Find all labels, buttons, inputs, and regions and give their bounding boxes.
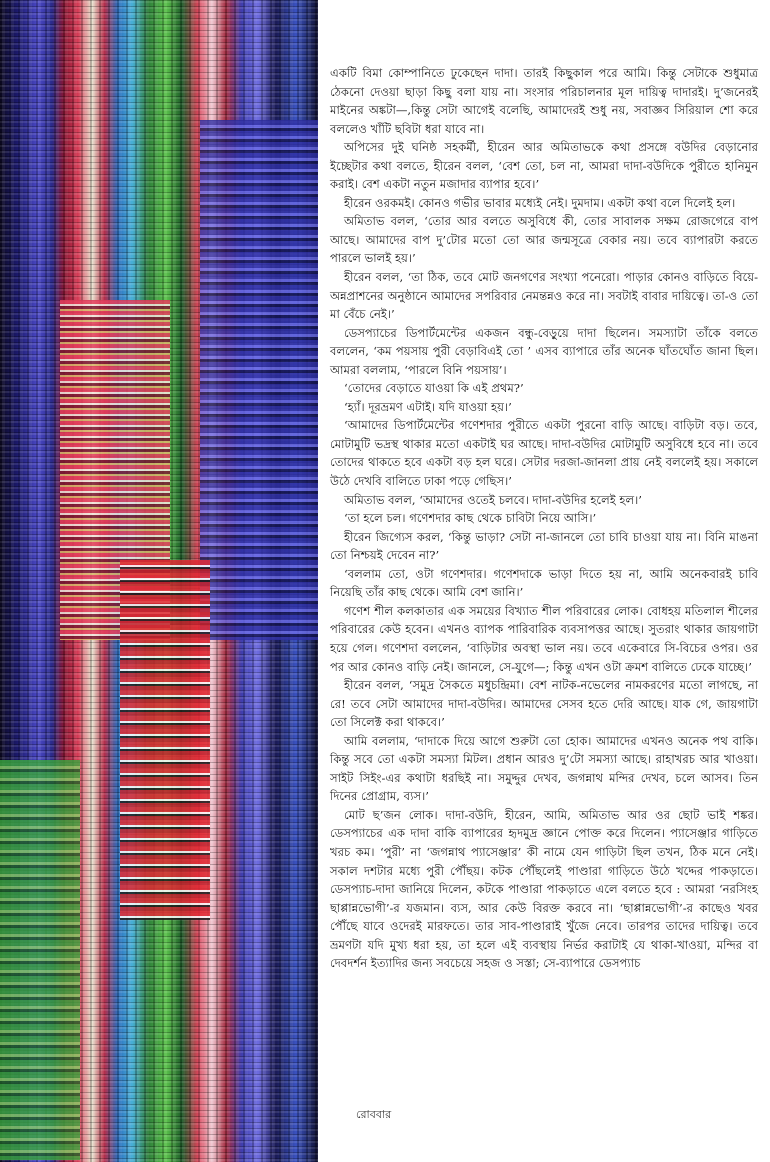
paragraph: ‘হ্যাঁ। দূরভ্রমণ এটাই। যদি যাওয়া হয়।’ <box>344 399 512 414</box>
paragraph: হীরেন জিগ্যেস করল, ‘কিন্তু ভাড়া? সেটা না-জানলে তো চাবি চাওয়া যায় না। বিনি মাঙনা তো নিশ্চয়ই দেবেন না?’ <box>330 529 758 563</box>
paragraph: ডেসপ্যাচের ডিপার্টমেন্টের একজন বন্ধু-বেড়ুয়ে দাদা ছিলেন। সমস্যাটা তাঁকে বলতে বললেন, ‘কম পয়সায় পুরী বেড়াবিএই তো ’ এসব ব্যাপারে তাঁর অনেক ঘাঁতঘোঁত জানা ছিল। আমরা বললাম, ‘পারলে বিনি পয়সায়’। <box>330 325 758 377</box>
paragraph: ‘আমাদের ডিপার্টমেন্টের গণেশদার পুরীতে একটা পুরনো বাড়ি আছে। বাড়িটা বড়। তবে, মোটামুটি ভদ্রস্থ থাকার মতো একটাই ঘর আছে। দাদা-বউদির মোটামুটি অসুবিধে হবে না। তবে তোদের থাকতে হবে একটা বড় হল ঘরে। সেটার দরজা-জানলা প্রায় নেই বললেই হয়। সকালে উঠে দেখবি বালিতে ঢাকা পড়ে গেছিস।’ <box>330 418 758 489</box>
decorative-fabric-image <box>0 0 318 1162</box>
paragraph: হীরেন ওরকমই। কোনও গভীর ভাবার মধ্যেই নেই। দুমদাম। একটা কথা বলে দিলেই হল। <box>344 195 736 210</box>
paragraph: ‘তোদের বেড়াতে যাওয়া কি এই প্রথম?’ <box>344 381 524 396</box>
paragraph: গণেশ শীল কলকাতার এক সময়ের বিখ্যাত শীল পরিবারের লোক। বোধহয় মতিলাল শীলের পরিবারের কেউ হবেন। এখনও ব্যাপক পারিবারিক ব্যবসাপত্তর আছে। সুতরাং থাকার জায়গাটা হয়ে গেল। গণেশদা বললেন, ‘বাড়িটার অবস্থা ভাল নয়। তবে একেবারে সি-বিচের ওপর। ওর পর আর কোনও বাড়ি নেই। জানলে, সে-যুগে—; কিন্তু এখন ওটা ক্রমশ বালিতে ঢেকে যাচ্ছে।’ <box>330 603 758 674</box>
story-text-column <box>330 64 758 973</box>
paragraph: অমিতাভ বলল, ‘আমাদের ওতেই চলবে। দাদা-বউদির হলেই হল।’ <box>344 492 642 507</box>
paragraph: ‘বললাম তো, ওটা গণেশদার। গণেশদাকে ভাড়া দিতে হয় না, আমি অনেকবারই চাবি নিয়েছি তাঁর কাছ থেকে। আমি বেশ জানি।’ <box>330 566 758 600</box>
paragraph: অমিতাভ বলল, ‘তোর আর বলতে অসুবিধে কী, তোর সাবালক সক্ষম রোজগেরে বাপ আছে। আমাদের বাপ দু’টোর মতো তো আর জন্মসূত্রে বেকার নয়। তবে ব্যাপারটা করতে পারলে ভালই হয়।’ <box>330 214 758 266</box>
fabric-stripes-green <box>0 760 80 1160</box>
paragraph: হীরেন বলল, ‘তা ঠিক, তবে মোট জনগণের সংখ্যা পনেরো। পাড়ার কোনও বাড়িতে বিয়ে-অন্নপ্রাশনের অনুষ্ঠানে আমাদের সপরিবার নেমন্তন্নও করে না। সবটাই বাবার দায়িত্বে। তা-ও তো মা বেঁচে নেই।’ <box>330 270 758 322</box>
paragraph: একটি বিমা কোম্পানিতে ঢুকেছেন দাদা। তারই কিছুকাল পরে আমি। কিন্তু সেটাকে শুধুমাত্র ঠেকনো দেওয়া ছাড়া কিছু বলা যায় না। সংসার পরিচালনার মূল দায়িত্ব দাদারই। দু’জনেরই মাইনের অঙ্কটা—,কিন্তু সেটা আগেই বলেছি, আমাদেরই শুধু নয়, সবাজ্ঞব সিরিয়াল শো করে বললেও খাঁটি ছবিটা ধরা যাবে না। <box>330 66 758 136</box>
paragraph: হীরেন বলল, ‘সমুদ্র সৈকতে মধুচন্দ্রিমা। বেশ নাটক-নভেলের নামকরণের মতো লাগছে, না রে! তবে সেটা আমাদের দাদা-বউদির। আমাদের সেসব হতে দেরি আছে। যাক গে, জায়গাটা তো সিলেক্ট করা থাকবে।’ <box>330 678 758 730</box>
paragraph: মোট ছ’জন লোক। দাদা-বউদি, হীরেন, আমি, অমিতাভ আর ওর ছোট ভাই শঙ্কর। ডেসপ্যাচের এক দাদা বাকি ব্যাপারের হৃদমুদ্র জ্ঞানে পোক্ত করে দিলেন। প্যাসেঞ্জার গাড়িতে খরচ কম। ‘পুরী’ না ‘জগন্নাথ প্যাসেঞ্জার’ কী নামে যেন গাড়িটা ছিল তখন, ঠিক মনে নেই। সকাল দশটার মধ্যে পুরী পৌঁছয়। কটক পৌঁছলেই পাণ্ডারা গাড়িতে উঠে খদ্দের পাকড়াতে। ডেসপ্যাচ-দাদা জানিয়ে দিলেন, কটকে পাণ্ডারা পাকড়াতে এলে বলতে হবে : আমরা ‘নরসিংহ ছাপ্পান্নভোগী’-র যজমান। ব্যস, আর কেউ বিরক্ত করবে না। ‘ছাপ্পান্নভোগী’-র কাছেও খবর পৌঁছে যাবে ওদেরই মারফতে। তার সাব-পাণ্ডারাই খুঁজে নেবে। তারপর তাদের দায়িত্ব। তবে ভ্রমণটা যদি মুখ্য ধরা হয়, তা হলে এই ব্যবস্থায় নির্ভর করাটাই যে থাকা-খাওয়া, মন্দির বা দেবদর্শন ইত্যাদির জন্য সবচেয়ে সহজ ও সস্তা; সে-ব্যাপারে ডেসপ্যাচ <box>330 807 758 971</box>
paragraph: অপিসের দুই ঘনিষ্ঠ সহকর্মী, হীরেন আর অমিতাভকে কথা প্রসঙ্গে বউদির বেড়ানোর ইচ্ছেটার কথা বলতে, হীরেন বলল, ‘বেশ তো, চল না, আমরা দাদা-বউদিকে পুরীতে হানিমুন করাই। বেশ একটা নতুন মজাদার ব্যাপার হবে।’ <box>330 140 758 192</box>
paragraph: আমি বললাম, ‘দাদাকে দিয়ে আগে শুরুটা তো হোক। আমাদের এখনও অনেক পথ বাকি। কিন্তু সবে তো একটা সমস্যা মিটল। প্রধান আরও দু’টো সমস্যা আছে। রাহাখরচ আর খাওয়া। সাইট সিইং-এর কথাটা ধরছিই না। সমুদ্দুর দেখব, জগন্নাথ মন্দির দেখব, চলে আসব। তিন দিনের প্রোগ্রাম, ব্যস।’ <box>330 733 758 804</box>
fabric-stripes-blue <box>200 120 318 640</box>
paragraph: ‘তা হলে চল। গণেশদার কাছ থেকে চাবিটা নিয়ে আসি।’ <box>344 511 597 526</box>
page-footer-label: রোববার <box>356 1108 392 1121</box>
fabric-stripes-red <box>120 560 210 920</box>
